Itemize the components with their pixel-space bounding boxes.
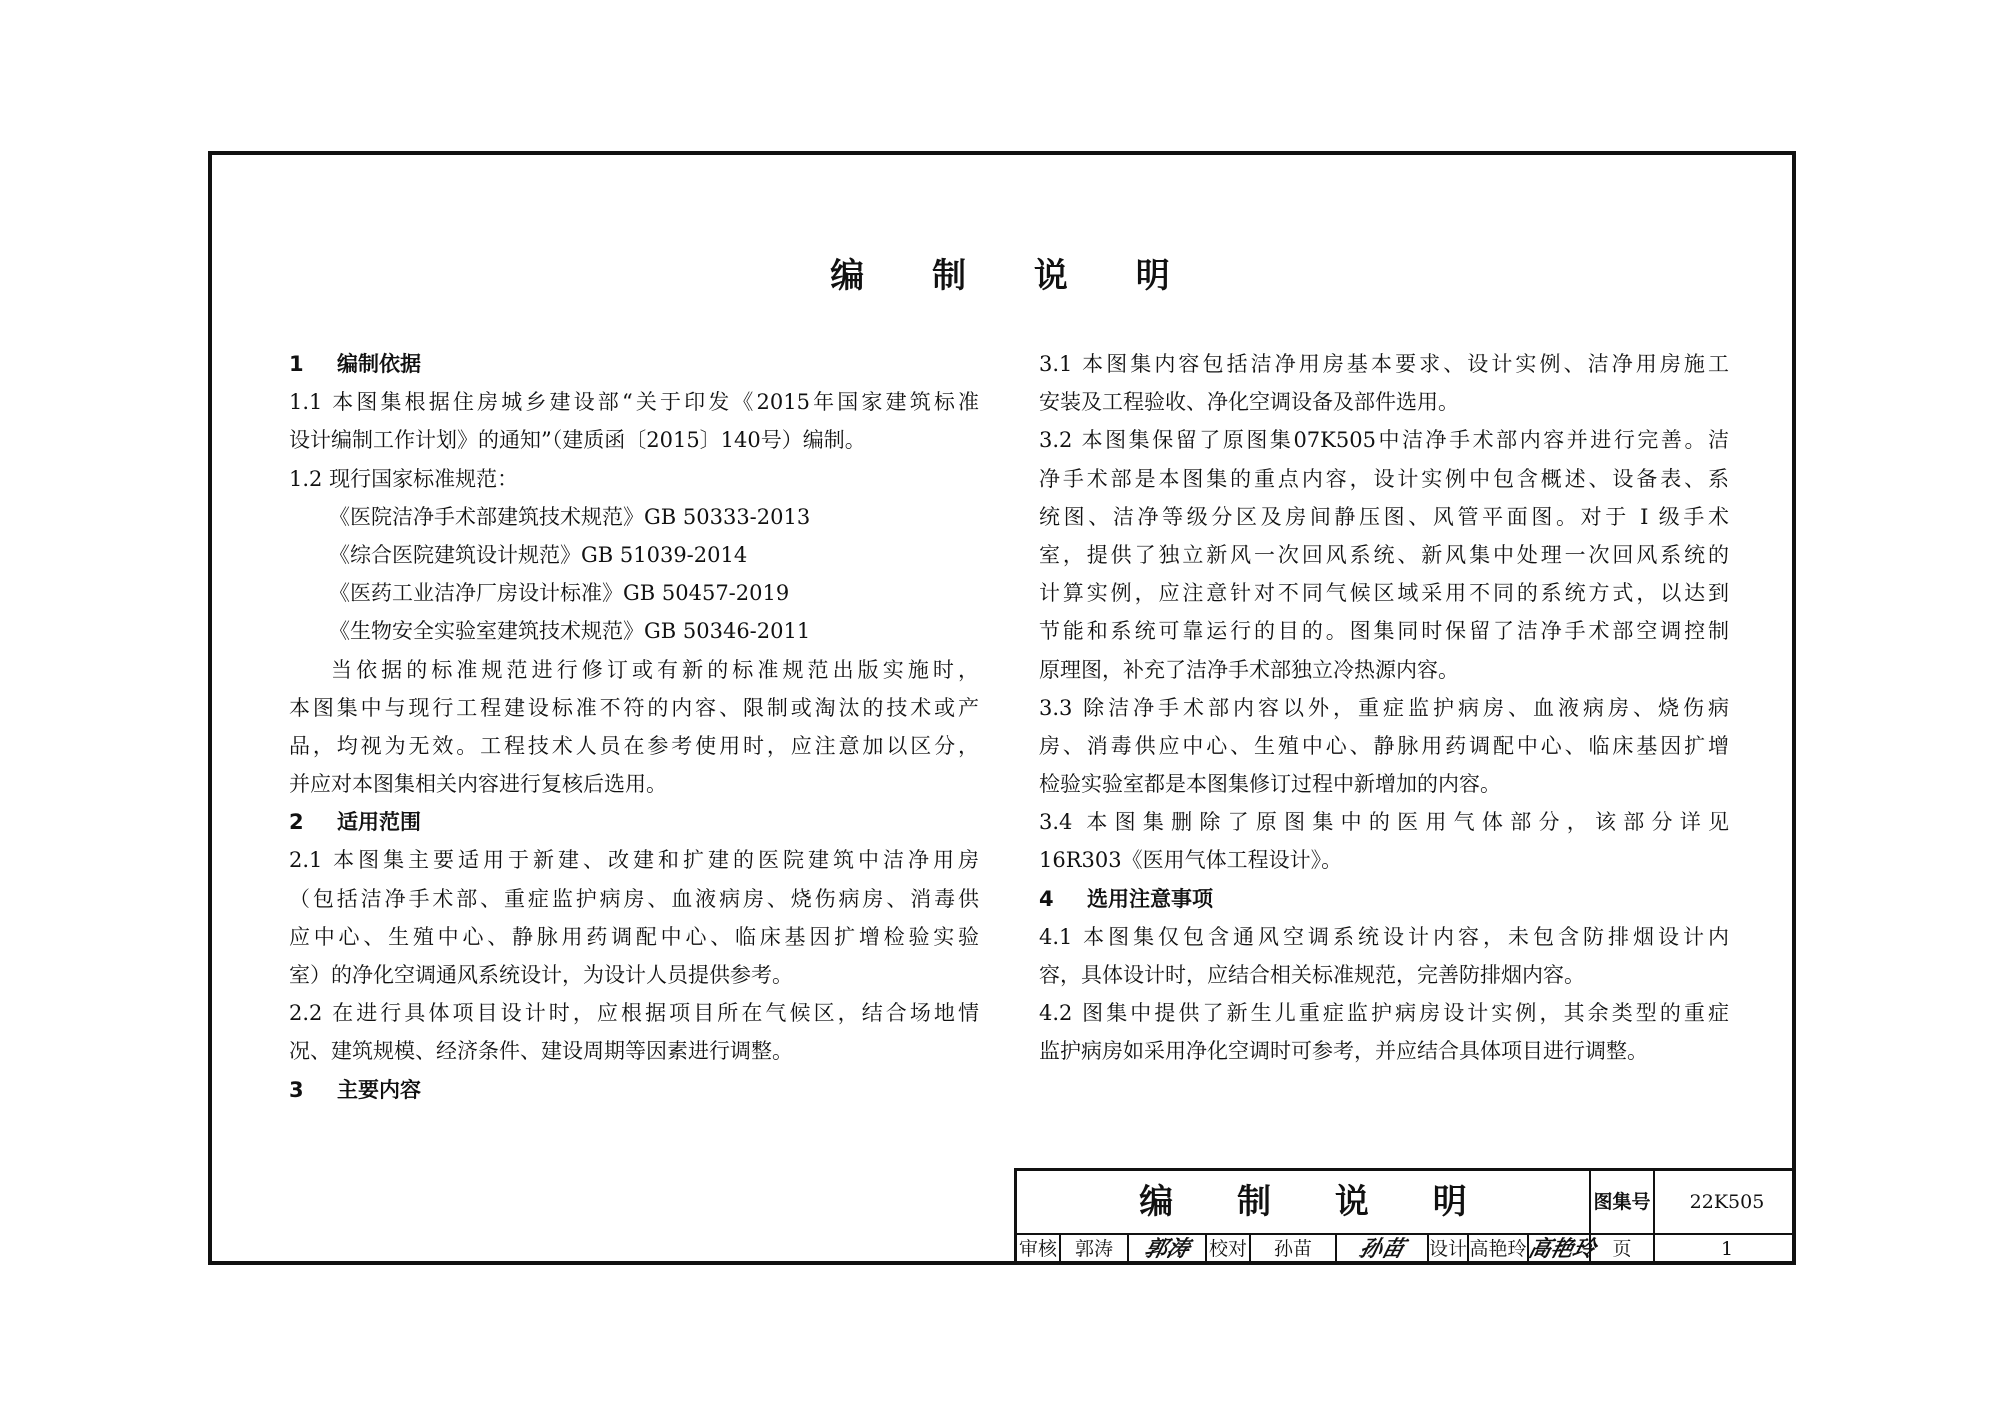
text-line: 3.3 除洁净手术部内容以外，重症监护病房、血液病房、烧伤病 — [1039, 695, 1729, 720]
page-title: 编 制 说 明 — [830, 256, 1198, 296]
text-line: （包括洁净手术部、重症监护病房、血液病房、烧伤病房、消毒供 — [289, 886, 979, 911]
design-signature — [1525, 1233, 1599, 1265]
check-signature — [1335, 1233, 1427, 1265]
text-line: 2.1 本图集主要适用于新建、改建和扩建的医院建筑中洁净用房 — [289, 848, 979, 873]
section-title: 适用范围 — [337, 810, 421, 835]
section-heading — [1039, 880, 1729, 918]
text-line: 2.2 在进行具体项目设计时，应根据项目所在气候区，结合场地情 — [289, 1001, 979, 1026]
section-number: 3 — [289, 1077, 304, 1102]
section-number: 2 — [289, 810, 304, 835]
text-line: 3.1 本图集内容包括洁净用房基本要求、设计实例、洁净用房施工 — [1039, 352, 1729, 376]
text-line: 室）的净化空调通风系统设计，为设计人员提供参考。 — [289, 963, 793, 987]
title-block-row-bottom — [1017, 1233, 1796, 1265]
section-number: 4 — [1039, 886, 1054, 911]
text-line: 检验实验室都是本图集修订过程中新增加的内容。 — [1039, 772, 1501, 797]
design-label: 设计 — [1427, 1233, 1467, 1265]
text-line: 1.2 现行国家标准规范： — [289, 466, 519, 491]
title-block — [1014, 1168, 1796, 1265]
section-heading — [289, 345, 979, 383]
text-line: 原理图，补充了洁净手术部独立冷热源内容。 — [1039, 657, 1459, 682]
check-label: 校对 — [1205, 1233, 1249, 1265]
text-line: 应中心、生殖中心、静脉用药调配中心、临床基因扩增检验实验 — [289, 924, 979, 949]
atlas-number: 22K505 — [1653, 1171, 1799, 1233]
section-heading — [289, 1071, 979, 1109]
title-block-row-top — [1017, 1171, 1796, 1235]
standard-reference: 《医药工业洁净厂房设计标准》GB 50457-2019 — [329, 581, 790, 606]
section-heading — [289, 803, 979, 841]
page-label: 页 — [1589, 1233, 1653, 1265]
text-line: 室，提供了独立新风一次回风系统、新风集中处理一次回风系统的 — [1039, 542, 1729, 567]
title-block-title: 编 制 说 明 — [1139, 1182, 1493, 1222]
atlas-number-label: 图集号 — [1589, 1171, 1653, 1233]
text-line: 4.1 本图集仅包含通风空调系统设计内容，未包含防排烟设计内 — [1039, 924, 1729, 949]
design-name: 高艳玲 — [1467, 1233, 1527, 1265]
section-title: 编制依据 — [337, 352, 421, 376]
standard-reference: 《综合医院建筑设计规范》GB 51039-2014 — [329, 542, 748, 567]
text-line: 本图集中与现行工程建设标准不符的内容、限制或淘汰的技术或产 — [289, 695, 979, 720]
text-line: 3.4 本图集删除了原图集中的医用气体部分，该部分详见 — [1039, 810, 1729, 835]
check-signature-mark: 孙苗 — [1356, 1236, 1408, 1262]
text-line: 容，具体设计时，应结合相关标准规范，完善防排烟内容。 — [1039, 963, 1585, 987]
text-line: 节能和系统可靠运行的目的。图集同时保留了洁净手术部空调控制 — [1039, 619, 1729, 644]
text-line: 1.1 本图集根据住房城乡建设部“关于印发《2015年国家建筑标准 — [289, 390, 979, 415]
text-line: 16R303《医用气体工程设计》。 — [1039, 848, 1343, 873]
review-name: 郭涛 — [1059, 1233, 1127, 1265]
right-column — [1039, 345, 1729, 1071]
text-line: 监护病房如采用净化空调时可参考，并应结合具体项目进行调整。 — [1039, 1039, 1648, 1064]
text-line: 并应对本图集相关内容进行复核后选用。 — [289, 772, 667, 797]
text-line: 统图、洁净等级分区及房间静压图、风管平面图。对于 I 级手术 — [1039, 504, 1729, 529]
section-title: 主要内容 — [337, 1077, 421, 1102]
text-line: 净手术部是本图集的重点内容，设计实例中包含概述、设备表、系 — [1039, 466, 1729, 491]
check-name: 孙苗 — [1249, 1233, 1335, 1265]
review-signature-mark: 郭涛 — [1141, 1236, 1193, 1262]
page-number: 1 — [1653, 1233, 1799, 1265]
text-line: 3.2 本图集保留了原图集07K505中洁净手术部内容并进行完善。洁 — [1039, 428, 1729, 453]
left-column — [289, 345, 979, 1109]
text-line: 当依据的标准规范进行修订或有新的标准规范出版实施时， — [331, 657, 979, 682]
standard-reference: 《医院洁净手术部建筑技术规范》GB 50333-2013 — [329, 504, 811, 529]
review-signature — [1127, 1233, 1205, 1265]
review-label: 审核 — [1018, 1238, 1057, 1260]
standard-reference: 《生物安全实验室建筑技术规范》GB 50346-2011 — [329, 619, 811, 644]
text-line: 设计编制工作计划》的通知”（建质函〔2015〕140号）编制。 — [289, 428, 866, 453]
text-line: 安装及工程验收、净化空调设备及部件选用。 — [1039, 390, 1459, 415]
text-line: 计算实例，应注意针对不同气候区域采用不同的系统方式，以达到 — [1039, 581, 1729, 606]
section-title: 选用注意事项 — [1087, 886, 1213, 911]
text-line: 4.2 图集中提供了新生儿重症监护病房设计实例，其余类型的重症 — [1039, 1001, 1729, 1026]
text-line: 房、消毒供应中心、生殖中心、静脉用药调配中心、临床基因扩增 — [1039, 733, 1729, 758]
text-line: 况、建筑规模、经济条件、建设周期等因素进行调整。 — [289, 1039, 793, 1064]
design-signature-mark: 高艳玲 — [1525, 1236, 1599, 1262]
section-number: 1 — [289, 352, 304, 376]
text-line: 品，均视为无效。工程技术人员在参考使用时，应注意加以区分， — [289, 733, 979, 758]
